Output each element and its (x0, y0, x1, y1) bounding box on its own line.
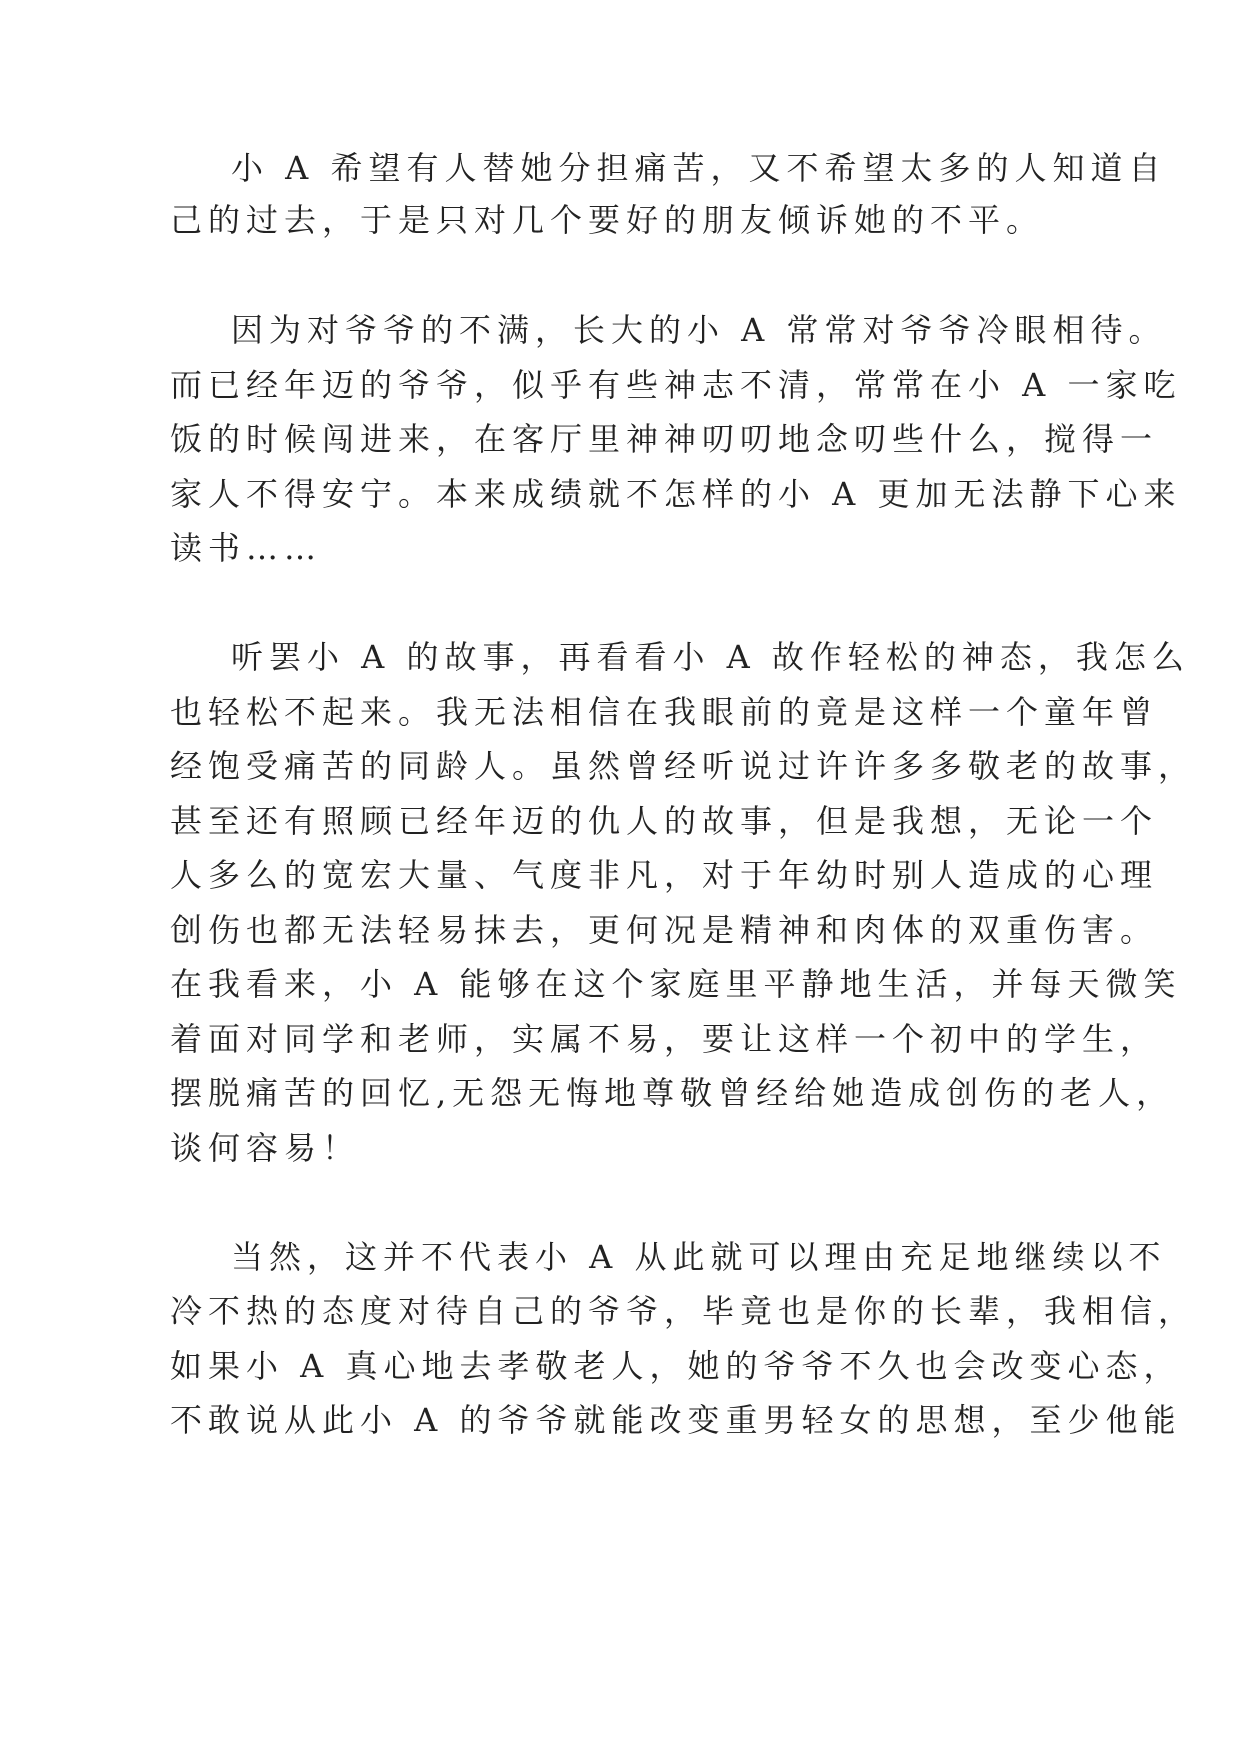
paragraph-4-line-4: 不敢说从此小 A 的爷爷就能改变重男轻女的思想，至少他能 (170, 1401, 1182, 1439)
paragraph-3-line-2: 也轻松不起来。我无法相信在我眼前的竟是这样一个童年曾 (170, 693, 1159, 731)
paragraph-2-line-4: 家人不得安宁。本来成绩就不怎样的小 A 更加无法静下心来 (170, 475, 1182, 513)
paragraph-3-line-1: 听罢小 A 的故事，再看看小 A 故作轻松的神态，我怎么 (231, 638, 1190, 676)
paragraph-4-line-2: 冷不热的态度对待自己的爷爷，毕竟也是你的长辈，我相信， (170, 1292, 1197, 1330)
paragraph-3-line-5: 人多么的宽宏大量、气度非凡，对于年幼时别人造成的心理 (170, 856, 1159, 894)
paragraph-3-line-3: 经饱受痛苦的同龄人。虽然曾经听说过许许多多敬老的故事， (170, 747, 1197, 785)
paragraph-2-line-1: 因为对爷爷的不满，长大的小 A 常常对爷爷冷眼相待。 (231, 311, 1167, 349)
paragraph-2-line-3: 饭的时候闯进来，在客厅里神神叨叨地念叨些什么，搅得一 (170, 420, 1159, 458)
paragraph-3-line-6: 创伤也都无法轻易抹去，更何况是精神和肉体的双重伤害。 (170, 911, 1159, 949)
paragraph-4-line-3: 如果小 A 真心地去孝敬老人，她的爷爷不久也会改变心态， (170, 1347, 1182, 1385)
paragraph-3-line-10: 谈何容易！ (170, 1129, 361, 1167)
paragraph-1-line-2: 己的过去，于是只对几个要好的朋友倾诉她的不平。 (170, 201, 1045, 239)
paragraph-3-line-9: 摆脱痛苦的回忆,无怨无悔地尊敬曾经给她造成创伤的老人， (170, 1074, 1175, 1112)
paragraph-2-line-2: 而已经年迈的爷爷，似乎有些神志不清，常常在小 A 一家吃 (170, 366, 1182, 404)
paragraph-3-line-7: 在我看来，小 A 能够在这个家庭里平静地生活，并每天微笑 (170, 965, 1182, 1003)
paragraph-3-line-8: 着面对同学和老师，实属不易，要让这样一个初中的学生， (170, 1020, 1159, 1058)
paragraph-4-line-1: 当然，这并不代表小 A 从此就可以理由充足地继续以不 (231, 1238, 1167, 1276)
paragraph-2-line-5: 读书…… (170, 529, 323, 567)
paragraph-1-line-1: 小 A 希望有人替她分担痛苦，又不希望太多的人知道自 (231, 149, 1167, 187)
paragraph-3-line-4: 甚至还有照顾已经年迈的仇人的故事，但是我想，无论一个 (170, 802, 1159, 840)
